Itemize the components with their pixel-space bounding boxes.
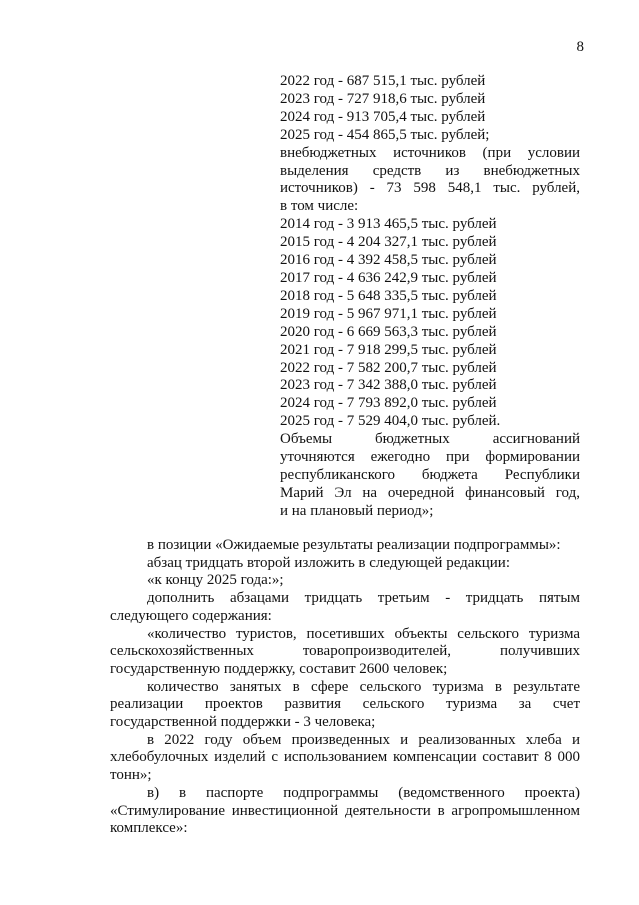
amendments-block (110, 537, 580, 838)
year-line: 2025 год - 454 865,5 тыс. рублей; (280, 126, 490, 143)
year-line: 2018 год - 5 648 335,5 тыс. рублей (280, 287, 497, 304)
note-line: Марий Эл на очередной финансовый год, (280, 484, 580, 501)
paragraph: в) в паспорте подпрограммы (ведомственного проекта) «Стимулирование инвестиционной деятельности в агропромышленном комплексе»: (110, 784, 580, 837)
paragraph: «количество туристов, посетивших объекты сельского туризма сельскохозяйственных товаропроизводителей, получивших государственную поддержку, составит 2600 человек; (110, 625, 580, 677)
paragraph: «к концу 2025 года:»; (147, 572, 284, 589)
year-line: 2025 год - 7 529 404,0 тыс. рублей. (280, 413, 501, 430)
year-line: 2020 год - 6 669 563,3 тыс. рублей (280, 323, 497, 340)
note-line: и на плановый период»; (280, 502, 434, 519)
note-line: Объемы бюджетных ассигнований (280, 431, 580, 448)
extrabudget-line: источников) - 73 598 548,1 тыс. рублей, (280, 180, 580, 197)
year-line: 2015 год - 4 204 327,1 тыс. рублей (280, 234, 497, 251)
year-line: 2024 год - 913 705,4 тыс. рублей (280, 108, 486, 125)
year-line: 2016 год - 4 392 458,5 тыс. рублей (280, 252, 497, 269)
extrabudget-line: в том числе: (280, 198, 359, 215)
paragraph: в 2022 году объем произведенных и реализованных хлеба и хлебобулочных изделий с использованием компенсации составит 8 000 тонн»; (110, 731, 580, 784)
paragraph: дополнить абзацами тридцать третьим - тридцать пятым следующего содержания: (110, 590, 580, 624)
paragraph: в позиции «Ожидаемые результаты реализации подпрограммы»: (147, 537, 561, 553)
note-line: уточняются ежегодно при формировании (280, 449, 580, 466)
year-line: 2022 год - 687 515,1 тыс. рублей (280, 73, 486, 89)
year-line: 2023 год - 7 342 388,0 тыс. рублей (280, 377, 497, 394)
extrabudget-line: внебюджетных источников (при условии (280, 144, 580, 161)
year-line: 2021 год - 7 918 299,5 тыс. рублей (280, 341, 497, 358)
year-line: 2019 год - 5 967 971,1 тыс. рублей (280, 305, 497, 322)
year-line: 2017 год - 4 636 242,9 тыс. рублей (280, 269, 497, 286)
extrabudget-line: выделения средств из внебюджетных (280, 162, 580, 179)
page-number: 8 (576, 39, 584, 55)
year-line: 2014 год - 3 913 465,5 тыс. рублей (280, 216, 497, 233)
year-line: 2022 год - 7 582 200,7 тыс. рублей (280, 359, 497, 376)
financing-block (280, 73, 580, 521)
paragraph: абзац тридцать второй изложить в следующей редакции: (147, 554, 510, 571)
note-line: республиканского бюджета Республики (280, 466, 580, 483)
year-line: 2023 год - 727 918,6 тыс. рублей (280, 90, 486, 107)
paragraph: количество занятых в сфере сельского туризма в результате реализации проектов развития сельского туризма за счет государственной поддержки - 3 человека; (110, 678, 580, 731)
year-line: 2024 год - 7 793 892,0 тыс. рублей (280, 395, 497, 412)
